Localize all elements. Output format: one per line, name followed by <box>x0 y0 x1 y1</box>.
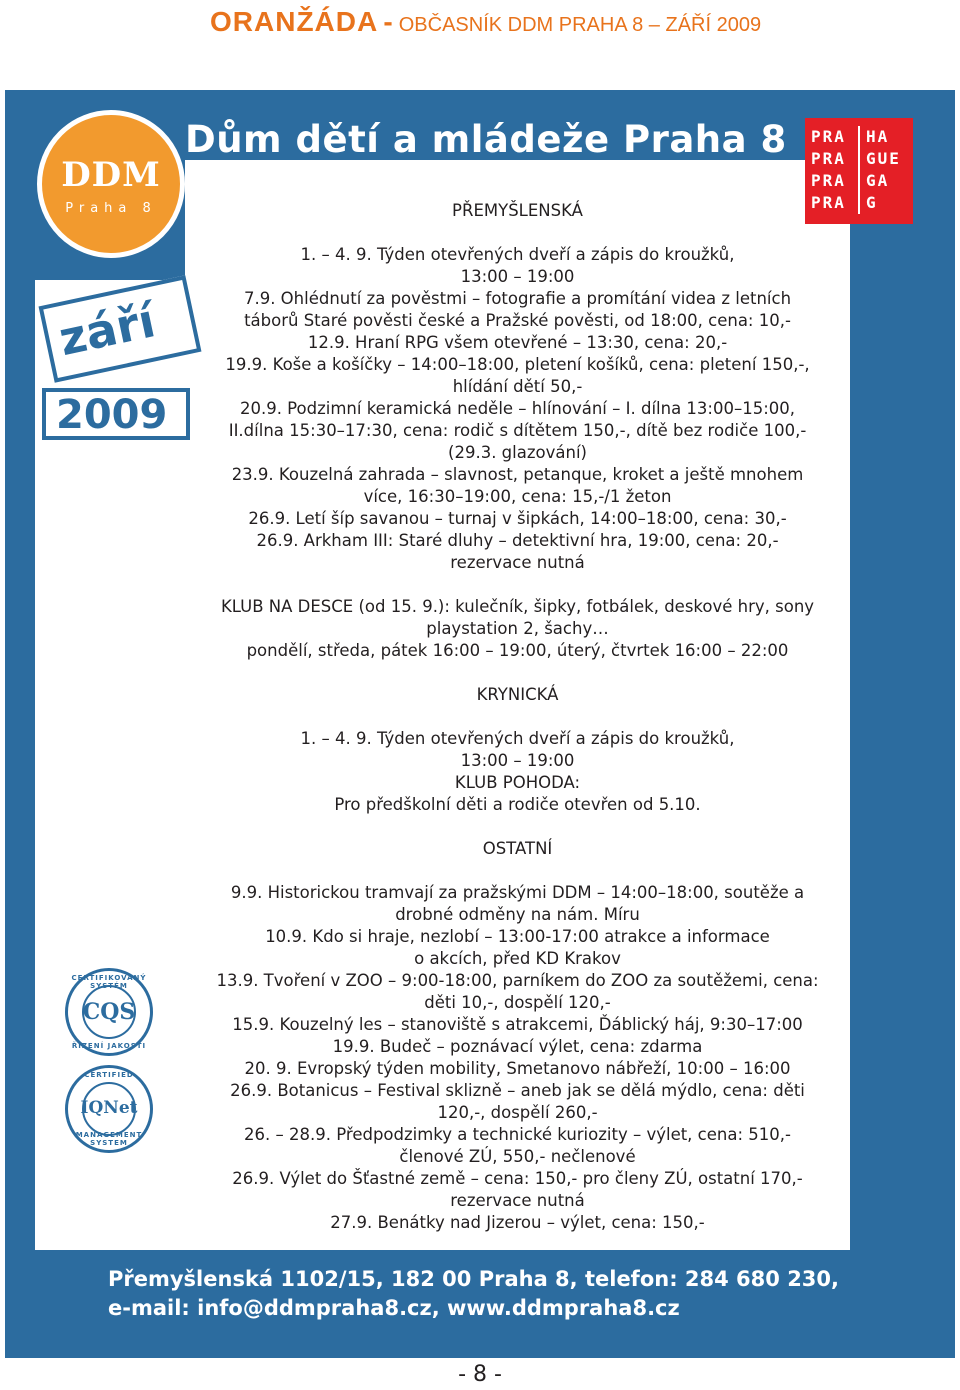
program-line: 10.9. Kdo si hraje, nezlobí – 13:00-17:00 atrakce a informace <box>265 927 770 946</box>
section-heading-premyslenska: PŘEMYŠLENSKÁ <box>452 201 583 220</box>
program-line: II.dílna 15:30–17:30, cena: rodič s dítětem 150,-, dítě bez rodiče 100,- <box>228 421 807 440</box>
praha-logo-row: PRA GA <box>811 171 890 190</box>
program-line: drobné odměny na nám. Míru <box>395 905 640 924</box>
program-line: 13:00 – 19:00 <box>460 751 575 770</box>
cqs-ring-bottom: ŘÍZENÍ JAKOSTI <box>71 1042 147 1050</box>
iqnet-certification-badge <box>65 1065 153 1153</box>
praha-logo-row: PRA HA <box>811 127 890 146</box>
klub-line: KLUB NA DESCE (od 15. 9.): kulečník, šipky, fotbálek, deskové hry, sony <box>220 597 815 616</box>
contact-footer <box>108 1265 839 1323</box>
section-heading-krynicka: KRYNICKÁ <box>476 685 559 704</box>
program-line: 26.9. Botanicus – Festival sklizně – aneb jak se dělá mýdlo, cena: děti <box>230 1081 805 1100</box>
newsletter-subtitle: OBČASNÍK DDM PRAHA 8 – ZÁŘÍ 2009 <box>398 14 762 36</box>
program-line: 26.9. Letí šíp savanou – turnaj v šipkách, 14:00–18:00, cena: 30,- <box>248 509 787 528</box>
section-heading-ostatni: OSTATNÍ <box>482 839 553 858</box>
program-line: 13.9. Tvoření v ZOO – 9:00-18:00, parníkem do ZOO za soutěžemi, cena: <box>216 971 819 990</box>
praha-logo-row: PRA GUE <box>811 149 901 168</box>
iqnet-ring-bottom: MANAGEMENT SYSTEM <box>75 1131 143 1147</box>
program-line: 26.9. Arkham III: Staré dluhy – detektivní hra, 19:00, cena: 20,- <box>256 531 779 550</box>
program-line: 26. – 28.9. Předpodzimky a technické kuriozity – výlet, cena: 510,- <box>244 1125 791 1144</box>
header-separator: - <box>383 6 394 37</box>
program-line: 12.9. Hraní RPG všem otevřené – 13:30, cena: 20,- <box>307 333 728 352</box>
program-line: táborů Staré pověsti české a Pražské pověsti, od 18:00, cena: 10,- <box>244 311 791 330</box>
cqs-ring-top: CERTIFIKOVANÝ SYSTÉM <box>71 974 147 990</box>
program-line: 7.9. Ohlédnutí za pověstmi – fotografie a promítání videa z letních <box>243 289 792 308</box>
program-line: 27.9. Benátky nad Jizerou – výlet, cena: 150,- <box>330 1213 705 1232</box>
program-line: 23.9. Kouzelná zahrada – slavnost, petanque, kroket a ještě mnohem <box>231 465 804 484</box>
banner-title: Dům dětí a mládeže Praha 8 <box>185 118 787 161</box>
program-line: 19.9. Koše a košíčky – 14:00–18:00, pletení košíků, cena: pletení 150,-, <box>225 355 810 374</box>
month-sign-text: září <box>54 293 160 367</box>
klub-line: pondělí, středa, pátek 16:00 – 19:00, úterý, čtvrtek 16:00 – 22:00 <box>246 641 789 660</box>
cqs-badge-label: CQS <box>82 999 136 1025</box>
program-line: rezervace nutná <box>450 1191 585 1210</box>
ddm-logo <box>37 110 185 258</box>
program-line: 19.9. Budeč – poznávací výlet, cena: zdarma <box>332 1037 703 1056</box>
program-line: (29.3. glazování) <box>448 443 587 462</box>
program-line: 9.9. Historickou tramvají za pražskými DDM – 14:00–18:00, soutěže a <box>230 883 805 902</box>
iqnet-badge-label: IQNet <box>80 1098 138 1118</box>
program-line: o akcích, před KD Krakov <box>414 949 621 968</box>
program-line: 20.9. Podzimní keramická neděle – hlínování – I. dílna 13:00–15:00, <box>239 399 796 418</box>
footer-address: Přemyšlenská 1102/15, 182 00 Praha 8, telefon: 284 680 230, <box>108 1267 840 1291</box>
program-line: 1. – 4. 9. Týden otevřených dveří a zápis do kroužků, <box>300 245 735 264</box>
year-sign <box>42 388 190 440</box>
program-line: rezervace nutná <box>450 553 585 572</box>
program-line: více, 16:30–19:00, cena: 15,-/1 žeton <box>363 487 672 506</box>
program-content <box>185 200 850 1234</box>
page-number: - 8 - <box>458 1362 502 1387</box>
ddm-logo-subtext: Praha 8 <box>65 201 157 216</box>
klub-line: playstation 2, šachy… <box>426 619 609 638</box>
program-line: 120,-, dospělí 260,- <box>437 1103 598 1122</box>
cqs-certification-badge <box>65 968 153 1056</box>
newsletter-title: ORANŽÁDA <box>210 6 379 37</box>
ddm-logo-text: DDM <box>61 155 161 195</box>
program-line: Pro předškolní děti a rodiče otevřen od 5.10. <box>334 795 701 814</box>
program-line: děti 10,-, dospělí 120,- <box>424 993 611 1012</box>
program-line: členové ZÚ, 550,- nečlenové <box>399 1147 636 1166</box>
program-line: KLUB POHODA: <box>454 773 581 792</box>
program-line: 26.9. Výlet do Šťastné země – cena: 150,- pro členy ZÚ, ostatní 170,- <box>232 1169 803 1188</box>
page-header <box>210 6 761 38</box>
footer-email-web: e-mail: info@ddmpraha8.cz, www.ddmpraha8.cz <box>108 1296 680 1320</box>
praha-logo-row: PRA G <box>811 193 878 212</box>
program-line: 20. 9. Evropský týden mobility, Smetanovo nábřeží, 10:00 – 16:00 <box>244 1059 791 1078</box>
year-sign-text: 2009 <box>56 392 168 438</box>
program-line: 15.9. Kouzelný les – stanoviště s atrakcemi, Ďáblický háj, 9:30–17:00 <box>232 1015 803 1034</box>
program-line: hlídání dětí 50,- <box>452 377 583 396</box>
program-line: 1. – 4. 9. Týden otevřených dveří a zápis do kroužků, <box>300 729 735 748</box>
iqnet-ring-top: CERTIFIED <box>84 1071 134 1079</box>
program-line: 13:00 – 19:00 <box>460 267 575 286</box>
